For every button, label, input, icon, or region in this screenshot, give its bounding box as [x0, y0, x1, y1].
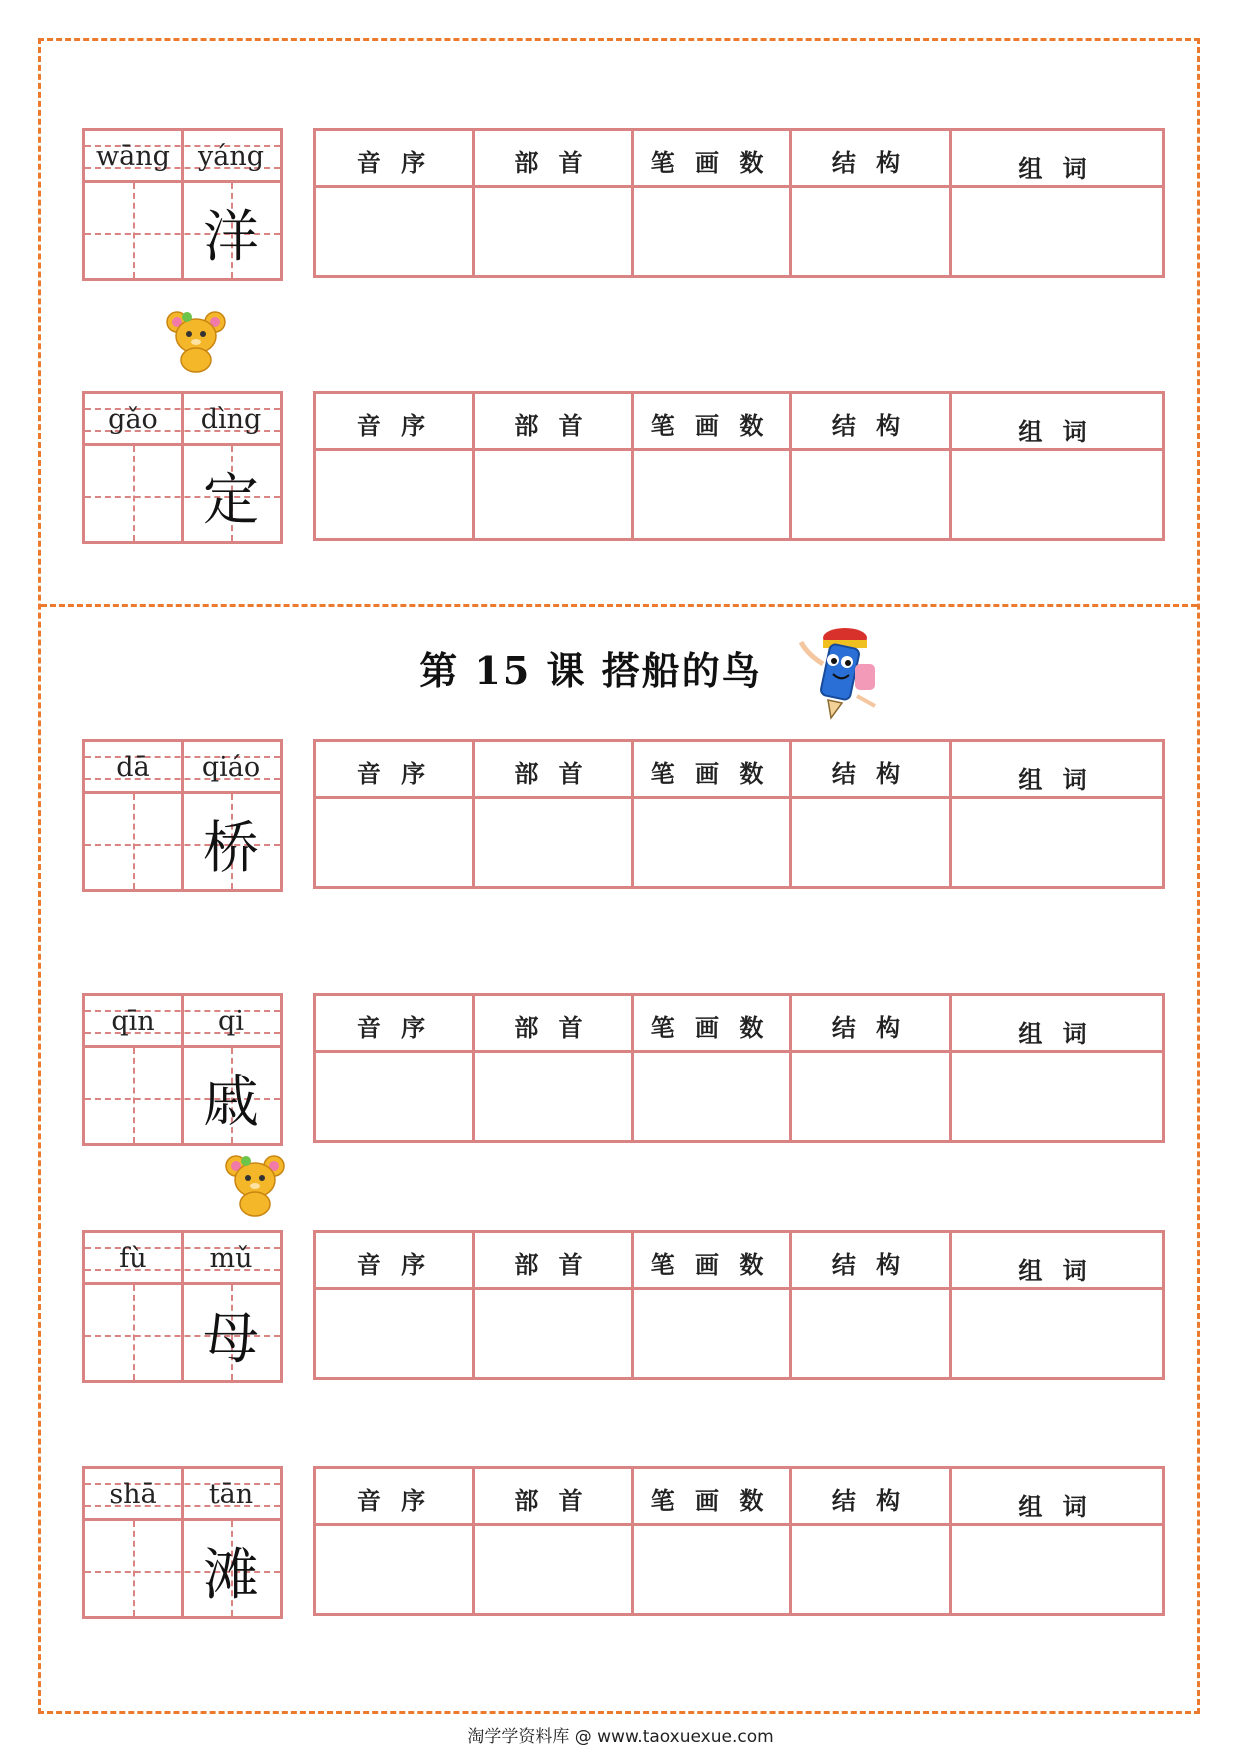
- header-jiegou: 结 构: [831, 1487, 907, 1515]
- pinyin-right: tān: [208, 1479, 254, 1510]
- header-jiegou: 结 构: [831, 412, 907, 440]
- hanzi-character: 洋: [203, 205, 259, 270]
- header-jiegou: 结 构: [831, 149, 907, 177]
- character-row: [0, 1466, 1241, 1620]
- section-divider: [41, 604, 1197, 607]
- analysis-table: [313, 391, 1165, 541]
- header-bihuashu: 笔 画 数: [650, 760, 770, 788]
- pinyin-left: wāng: [96, 141, 170, 172]
- analysis-table: [313, 1230, 1165, 1380]
- header-bushou: 部 首: [514, 149, 589, 177]
- header-zuci: 组 词: [1018, 1020, 1093, 1048]
- analysis-table: [313, 128, 1165, 278]
- character-grid: [82, 739, 283, 892]
- header-zuci: 组 词: [1018, 418, 1093, 446]
- character-row: [0, 993, 1241, 1147]
- hanzi-character: 定: [203, 468, 259, 533]
- header-zuci: 组 词: [1018, 155, 1093, 183]
- header-yinxu: 音 序: [356, 412, 432, 440]
- pinyin-left: dā: [116, 752, 150, 783]
- header-zuci: 组 词: [1018, 1493, 1093, 1521]
- character-grid: [82, 391, 283, 544]
- analysis-table: [313, 993, 1165, 1143]
- footer-watermark: 淘学学资料库 @ www.taoxuexue.com: [467, 1727, 774, 1747]
- pencil-mascot-icon: [795, 624, 885, 720]
- character-row: [0, 1230, 1241, 1384]
- header-bushou: 部 首: [514, 1251, 589, 1279]
- header-bihuashu: 笔 画 数: [650, 149, 770, 177]
- bear-icon: [163, 308, 229, 374]
- header-jiegou: 结 构: [831, 1251, 907, 1279]
- header-bihuashu: 笔 画 数: [650, 412, 770, 440]
- character-row: [0, 128, 1241, 282]
- header-bushou: 部 首: [514, 412, 589, 440]
- header-bihuashu: 笔 画 数: [650, 1014, 770, 1042]
- header-yinxu: 音 序: [356, 1251, 432, 1279]
- hanzi-character: 母: [203, 1307, 259, 1372]
- header-zuci: 组 词: [1018, 766, 1093, 794]
- header-yinxu: 音 序: [356, 149, 432, 177]
- header-bihuashu: 笔 画 数: [650, 1251, 770, 1279]
- character-row: [0, 739, 1241, 893]
- header-yinxu: 音 序: [356, 760, 432, 788]
- character-row: [0, 391, 1241, 545]
- pinyin-left: gǎo: [108, 404, 158, 435]
- analysis-table: [313, 739, 1165, 889]
- hanzi-character: 桥: [203, 816, 259, 881]
- character-grid: [82, 128, 283, 281]
- header-bushou: 部 首: [514, 1014, 589, 1042]
- pinyin-right: mǔ: [209, 1243, 253, 1274]
- header-bushou: 部 首: [514, 1487, 589, 1515]
- pinyin-right: dìng: [200, 404, 262, 435]
- header-jiegou: 结 构: [831, 760, 907, 788]
- pinyin-right: yáng: [197, 141, 265, 172]
- pinyin-right: qi: [218, 1006, 244, 1037]
- pinyin-left: qīn: [111, 1006, 155, 1037]
- header-jiegou: 结 构: [831, 1014, 907, 1042]
- character-grid: [82, 1230, 283, 1383]
- header-bushou: 部 首: [514, 760, 589, 788]
- character-grid: [82, 993, 283, 1146]
- hanzi-character: 滩: [203, 1543, 259, 1608]
- header-yinxu: 音 序: [356, 1014, 432, 1042]
- hanzi-character: 戚: [203, 1070, 259, 1135]
- pinyin-left: shā: [109, 1479, 157, 1510]
- header-bihuashu: 笔 画 数: [650, 1487, 770, 1515]
- character-grid: [82, 1466, 283, 1619]
- pinyin-left: fù: [119, 1243, 147, 1274]
- analysis-table: [313, 1466, 1165, 1616]
- header-zuci: 组 词: [1018, 1257, 1093, 1285]
- lesson-title: 第 15 课 搭船的鸟: [419, 648, 762, 693]
- pinyin-right: qiáo: [201, 752, 261, 783]
- header-yinxu: 音 序: [356, 1487, 432, 1515]
- bear-icon: [222, 1152, 288, 1218]
